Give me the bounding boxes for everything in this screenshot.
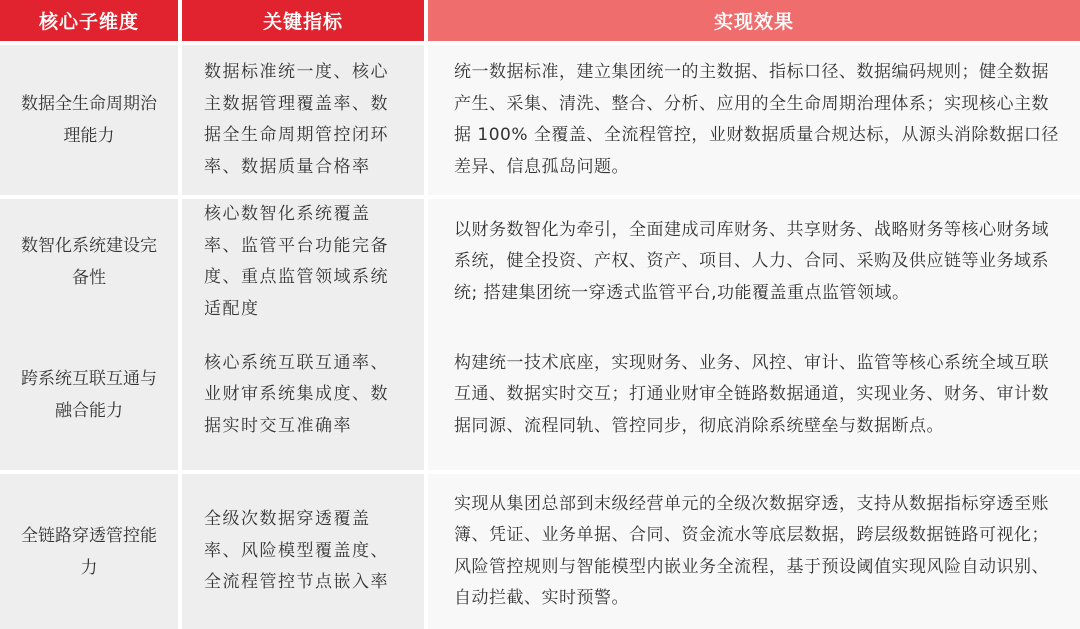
dimension-cell: 跨系统互联互通与融合能力	[0, 320, 178, 470]
dimension-cell: 数智化系统建设完备性	[0, 199, 178, 325]
indicators-cell: 核心数智化系统覆盖率、监管平台功能完备度、重点监管领域系统适配度	[182, 199, 424, 325]
indicators-cell: 数据标准统一度、核心主数据管理覆盖率、数据全生命周期管控闭环率、数据质量合格率	[182, 45, 424, 195]
header-effect: 实现效果	[428, 0, 1080, 41]
indicators-cell: 核心系统互联互通率、业财审系统集成度、数据实时交互准确率	[182, 320, 424, 470]
effect-cell: 实现从集团总部到末级经营单元的全级次数据穿透，支持从数据指标穿透至账簿、凭证、业务单据、合同、资金流水等底层数据，跨层级数据链路可视化；风险管控规则与智能模型内嵌业务全流程，基于预设阈值实现风险自动识别、自动拦截、实时预警。	[428, 474, 1080, 629]
dimension-cell: 数据全生命周期治理能力	[0, 45, 178, 195]
effect-cell: 以财务数智化为牵引，全面建成司库财务、共享财务、战略财务等核心财务域系统，健全投资、产权、资产、项目、人力、合同、采购及供应链等业务域系统; 搭建集团统一穿透式监管平台,功能覆盖重点监管领域。	[428, 199, 1080, 325]
indicators-cell: 全级次数据穿透覆盖率、风险模型覆盖度、全流程管控节点嵌入率	[182, 474, 424, 629]
effect-cell: 构建统一技术底座，实现财务、业务、风控、审计、监管等核心系统全域互联互通、数据实时交互；打通业财审全链路数据通道，实现业务、财务、审计数据同源、流程同轨、管控同步，彻底消除系统壁垒与数据断点。	[428, 320, 1080, 470]
effect-cell: 统一数据标准，建立集团统一的主数据、指标口径、数据编码规则；健全数据产生、采集、清洗、整合、分析、应用的全生命周期治理体系；实现核心主数据 100% 全覆盖、全流程管控，业财数据质量合规达标，从源头消除数据口径差异、信息孤岛问题。	[428, 45, 1080, 195]
header-indicators: 关键指标	[182, 0, 424, 41]
header-dimension: 核心子维度	[0, 0, 178, 41]
dimension-cell: 全链路穿透管控能力	[0, 474, 178, 629]
table-row	[0, 45, 1080, 195]
table-row	[0, 320, 1080, 470]
table-row	[0, 474, 1080, 629]
table-header	[0, 0, 1080, 41]
table-row	[0, 199, 1080, 319]
